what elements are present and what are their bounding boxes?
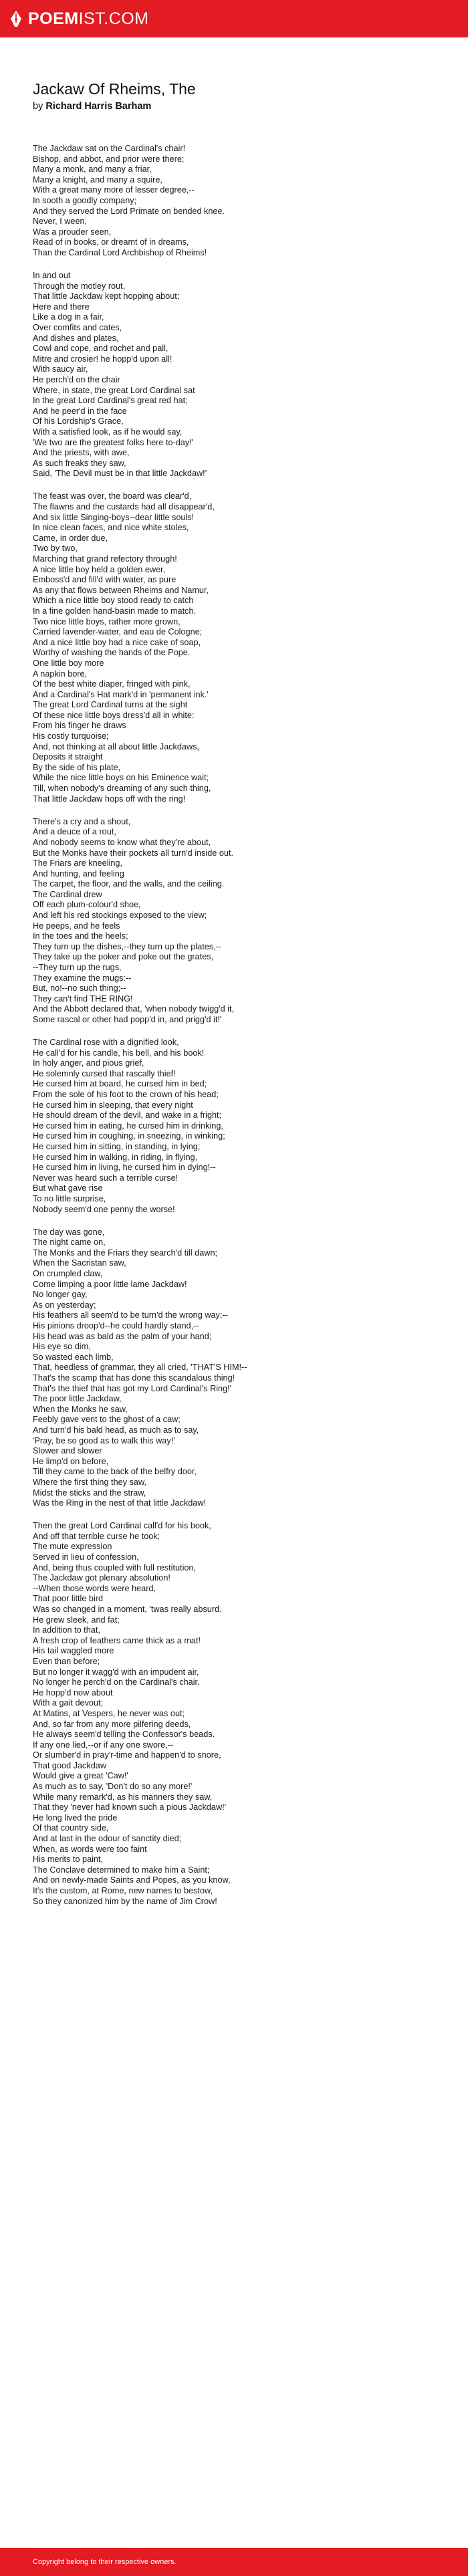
site-logo[interactable] <box>9 0 149 37</box>
poem-line: Many a monk, and many a friar, <box>33 164 152 174</box>
poem-line: And a deuce of a rout, <box>33 827 116 837</box>
poem-line: Deposits it straight <box>33 752 103 762</box>
poem-line: It's the custom, at Rome, new names to bestow, <box>33 1886 213 1895</box>
poem-line: He cursed him in eating, he cursed him in drinking, <box>33 1121 223 1131</box>
poem-line: At Matins, at Vespers, he never was out; <box>33 1708 185 1718</box>
poem-line: His tail waggled more <box>33 1646 114 1656</box>
poem-line: As any that flows between Rheims and Namur, <box>33 585 209 595</box>
poem-line: The feast was over, the board was clear'd, <box>33 491 192 501</box>
poem-line: Over comfits and cates, <box>33 323 122 332</box>
poem-line: Through the motley rout, <box>33 281 126 291</box>
poem-line: They turn up the dishes,--they turn up the plates,-- <box>33 941 222 951</box>
poem-line: 'We two are the greatest folks here to-day!' <box>33 437 194 447</box>
poem-line: Carried lavender-water, and eau de Cologne; <box>33 627 203 637</box>
poem-line: And he peer'd in the face <box>33 406 127 416</box>
poem-line: He long lived the pride <box>33 1812 118 1823</box>
poem-line: And the priests, with awe, <box>33 448 130 458</box>
poem-line: But what gave rise <box>33 1183 103 1193</box>
poem-line: Then the great Lord Cardinal call'd for his book, <box>33 1521 211 1531</box>
poem-line: From the sole of his foot to the crown of his head; <box>33 1090 219 1100</box>
poem-line: Come limping a poor little lame Jackdaw! <box>33 1279 187 1289</box>
poem-line: In the great Lord Cardinal's great red hat; <box>33 396 188 406</box>
logo-wordmark-bold: POEM <box>28 9 79 28</box>
poem-line: While many remark'd, as his manners they saw, <box>33 1792 213 1802</box>
poem-line: And at last in the odour of sanctity died; <box>33 1834 182 1844</box>
poem-line: That little Jackdaw hops off with the ring! <box>33 794 186 804</box>
poem-line: He solemnly cursed that rascally thief! <box>33 1068 176 1078</box>
poem-line: As on yesterday; <box>33 1300 96 1310</box>
poem-line: No longer he perch'd on the Cardinal's chair. <box>33 1677 200 1687</box>
poem-line: Bishop, and abbot, and prior were there; <box>33 154 185 164</box>
poem-line: In and out <box>33 271 71 281</box>
poem-line: In the toes and the heels; <box>33 931 128 941</box>
poem-line: When, as words were too faint <box>33 1844 147 1854</box>
poem-line: Two by two, <box>33 544 78 554</box>
poem-line: Even than before; <box>33 1656 100 1666</box>
poem-line: The carpet, the floor, and the walls, and the ceiling. <box>33 879 225 889</box>
poem-line: But the Monks have their pockets all turn'd inside out. <box>33 848 234 858</box>
stanza <box>33 1038 447 1215</box>
poem-line: That's the scamp that has done this scandalous thing! <box>33 1373 235 1383</box>
poem-line: The Cardinal rose with a dignified look, <box>33 1038 179 1048</box>
poem-line: In addition to that, <box>33 1625 100 1635</box>
poem-line: Was a prouder seen, <box>33 227 112 237</box>
poem-line: If any one lied,--or if any one swore,-- <box>33 1740 174 1750</box>
poem-line: Of the best white diaper, fringed with pink, <box>33 679 191 689</box>
poem-line: And a Cardinal's Hat mark'd in 'permanent ink.' <box>33 689 209 699</box>
poem-line: Never, I ween, <box>33 217 88 227</box>
poem-line: While the nice little boys on his Eminence wait; <box>33 773 209 783</box>
poem-line: By the side of his plate, <box>33 762 121 772</box>
author-name[interactable]: Richard Harris Barham <box>45 101 152 112</box>
poem-line: Marching that grand refectory through! <box>33 554 177 564</box>
poem-line: Would give a great 'Caw!' <box>33 1771 128 1781</box>
poem-line: In sooth a goodly company; <box>33 195 137 205</box>
poem-line: Here and there <box>33 302 90 312</box>
poem-title: Jackaw Of Rheims, The <box>33 80 196 98</box>
poem-line: In nice clean faces, and nice white stoles, <box>33 523 189 533</box>
poem-line: A napkin bore, <box>33 669 88 679</box>
poem-line: Two nice little boys, rather more grown, <box>33 616 181 626</box>
poem-line: To no little surprise, <box>33 1194 106 1203</box>
poem-line: They take up the poker and poke out the grates, <box>33 952 214 962</box>
poem-line: He perch'd on the chair <box>33 374 120 384</box>
poem-line: Feebly gave vent to the ghost of a caw; <box>33 1415 181 1425</box>
poem-line: The night came on, <box>33 1238 106 1248</box>
copyright-notice: Copyright belong to their respective owners. <box>33 2558 177 2566</box>
poem-line: They can't find THE RING! <box>33 993 133 1004</box>
poem-line: From his finger he draws <box>33 721 126 731</box>
poem-line: But no longer it wagg'd with an impudent air, <box>33 1667 199 1677</box>
poem-line: His pinions droop'd--he could hardly stand,-- <box>33 1321 199 1331</box>
poem-line: That, heedless of grammar, they all cried, 'THAT'S HIM!-- <box>33 1363 247 1373</box>
poem-line: His costly turquoise; <box>33 731 109 741</box>
poem-article <box>33 79 447 1919</box>
poem-line: Which a nice little boy stood ready to catch <box>33 596 194 606</box>
poem-line: And turn'd his bald head, as much as to say, <box>33 1425 199 1435</box>
poem-line: Read of in books, or dreamt of in dreams, <box>33 237 189 247</box>
poem-line: Of that country side, <box>33 1823 109 1833</box>
byline <box>33 100 447 113</box>
poem-line: When the Monks he saw, <box>33 1404 128 1414</box>
poem-line: That poor little bird <box>33 1594 104 1604</box>
poem-line: There's a cry and a shout, <box>33 816 131 826</box>
poem-line: --They turn up the rugs, <box>33 963 122 973</box>
poem-line: The day was gone, <box>33 1227 105 1237</box>
poem-line: He limp'd on before, <box>33 1456 109 1466</box>
poem-line: He cursed him in walking, in riding, in flying, <box>33 1152 198 1162</box>
poem-line: And on newly-made Saints and Popes, as you know, <box>33 1875 231 1885</box>
poem-line: The Cardinal drew <box>33 889 102 899</box>
poem-line: He always seem'd telling the Confessor's beads. <box>33 1730 215 1740</box>
poem-line: So they canonized him by the name of Jim Crow! <box>33 1896 217 1906</box>
poem-line: Till they came to the back of the belfry door, <box>33 1467 197 1477</box>
stanza <box>33 817 447 1026</box>
poem-line: Like a dog in a fair, <box>33 312 104 322</box>
poem-line: The mute expression <box>33 1542 112 1552</box>
poem-line: Cowl and cope, and rochet and pall, <box>33 344 168 354</box>
poem-line: And off that terrible curse he took; <box>33 1531 160 1541</box>
poem-line: The Friars are kneeling, <box>33 858 122 868</box>
poem-line: He cursed him in living, he cursed him in dying!-- <box>33 1163 216 1173</box>
poem-line: He peeps, and he feels <box>33 921 120 931</box>
poem-line: And, not thinking at all about little Jackdaws, <box>33 741 199 751</box>
poem-line: As much as to say, 'Don't do so any more!' <box>33 1782 193 1792</box>
poem-line: The Jackdaw sat on the Cardinal's chair! <box>33 144 186 153</box>
poem-line: With a great many more of lesser degree,-- <box>33 185 195 195</box>
poem-line: Of his Lordship's Grace, <box>33 417 124 427</box>
poem-line: His feathers all seem'd to be turn'd the wrong way;-- <box>33 1310 228 1320</box>
poem-line: His eye so dim, <box>33 1342 91 1352</box>
poem-line: Midst the sticks and the straw, <box>33 1488 146 1498</box>
poem-line: That good Jackdaw <box>33 1760 107 1770</box>
poem-line: And six little Singing-boys--dear little souls! <box>33 512 195 522</box>
poem-line: And they served the Lord Primate on bended knee. <box>33 206 225 216</box>
poem-line: The Conclave determined to make him a Saint; <box>33 1865 210 1875</box>
poem-line: --When those words were heard, <box>33 1583 156 1593</box>
poem-line: Where the first thing they saw, <box>33 1477 146 1487</box>
poem-line: Some rascal or other had popp'd in, and prigg'd it!' <box>33 1015 222 1024</box>
poem-line: So wasted each limb, <box>33 1352 114 1362</box>
logo-wordmark-light: IST.COM <box>78 9 149 28</box>
poem-line: But, no!--no such thing;-- <box>33 983 126 993</box>
poem-line: Nobody seem'd one penny the worse! <box>33 1204 175 1214</box>
poem-line: Where, in state, the great Lord Cardinal sat <box>33 385 195 395</box>
footer-bar <box>0 2548 468 2576</box>
poem-line: The Jackdaw got plenary absolution! <box>33 1573 170 1583</box>
poem-line: He cursed him in sleeping, that every night <box>33 1100 193 1110</box>
poem-line: Worthy of washing the hands of the Pope. <box>33 648 191 658</box>
poem-line: And dishes and plates, <box>33 333 119 343</box>
poem-line: The Monks and the Friars they search'd till dawn; <box>33 1248 218 1258</box>
poem-line: A fresh crop of feathers came thick as a mat! <box>33 1635 201 1645</box>
poem-line: The flawns and the custards had all disappear'd, <box>33 502 215 511</box>
poem-line: That little Jackdaw kept hopping about; <box>33 291 180 302</box>
poem-line: With saucy air, <box>33 364 88 374</box>
poem-line: And left his red stockings exposed to the view; <box>33 911 207 921</box>
poem-line: Said, 'The Devil must be in that little Jackdaw!' <box>33 469 207 479</box>
top-bar <box>0 0 468 37</box>
poem-line: And the Abbott declared that, 'when nobody twigg'd it, <box>33 1004 235 1014</box>
logo-wordmark <box>28 0 149 37</box>
stanza <box>33 1227 447 1509</box>
poem-line: Slower and slower <box>33 1446 102 1456</box>
poem-line: Emboss'd and fill'd with water, as pure <box>33 575 177 585</box>
poem-line: His head was as bald as the palm of your hand; <box>33 1331 212 1341</box>
poem-line: He cursed him in sitting, in standing, in lying; <box>33 1142 201 1152</box>
poem-line: One little boy more <box>33 658 104 668</box>
poem-line: As such freaks they saw, <box>33 458 126 468</box>
poem-line: 'Pray, be so good as to walk this way!' <box>33 1435 175 1445</box>
poem-line: With a satisfied look, as if he would say, <box>33 427 183 437</box>
poem-line: He should dream of the devil, and wake in a fright; <box>33 1110 222 1121</box>
poem-line: No longer gay, <box>33 1290 88 1300</box>
poem-line: Was so changed in a moment, 'twas really absurd. <box>33 1604 222 1614</box>
poem-body <box>33 144 447 1907</box>
poem-line: He hopp'd now about <box>33 1687 113 1697</box>
poem-line: And a nice little boy had a nice cake of soap, <box>33 637 201 647</box>
poem-line: And, so far from any more pilfering deeds, <box>33 1719 191 1729</box>
poem-line: Off each plum-colour'd shoe, <box>33 900 141 910</box>
poem-line: Or slumber'd in pray'r-time and happen'd to snore, <box>33 1750 221 1760</box>
poem-line: In a fine golden hand-basin made to match. <box>33 606 197 616</box>
poem-line: A nice little boy held a golden ewer, <box>33 564 166 574</box>
poem-line: When the Sacristan saw, <box>33 1258 126 1268</box>
stanza <box>33 144 447 259</box>
poem-line: Came, in order due, <box>33 533 108 543</box>
quill-nib-icon <box>9 10 23 27</box>
poem-line: They examine the mugs:-- <box>33 973 132 983</box>
poem-line: He cursed him in coughing, in sneezing, in winking; <box>33 1131 225 1141</box>
poem-line: On crumpled claw, <box>33 1269 103 1279</box>
poem-line: With a gait devout; <box>33 1698 104 1708</box>
poem-line: The poor little Jackdaw, <box>33 1394 122 1404</box>
poem-line: He grew sleek, and fat; <box>33 1615 120 1625</box>
poem-line: His merits to paint, <box>33 1855 104 1865</box>
poem-line: Many a knight, and many a squire, <box>33 174 162 185</box>
poem-line: And hunting, and feeling <box>33 868 124 879</box>
by-label: by <box>33 101 43 112</box>
poem-line: Till, when nobody's dreaming of any such thing, <box>33 784 211 794</box>
stanza <box>33 491 447 804</box>
poem-line: The great Lord Cardinal turns at the sight <box>33 700 188 710</box>
stanza <box>33 271 447 479</box>
poem-line: And, being thus coupled with full restitution, <box>33 1562 197 1572</box>
poem-line: Than the Cardinal Lord Archbishop of Rheims! <box>33 247 207 257</box>
poem-line: Served in lieu of confession, <box>33 1552 139 1562</box>
poem-line: Of these nice little boys dress'd all in white: <box>33 710 195 720</box>
poem-line: Never was heard such a terrible curse! <box>33 1173 179 1183</box>
poem-line: In holy anger, and pious grief, <box>33 1058 144 1068</box>
poem-line: He cursed him at board, he cursed him in bed; <box>33 1079 207 1089</box>
poem-line: He call'd for his candle, his bell, and his book! <box>33 1048 205 1058</box>
stanza <box>33 1521 447 1907</box>
poem-line: Was the Ring in the nest of that little Jackdaw! <box>33 1498 207 1508</box>
poem-line: That's the thief that has got my Lord Cardinal's Ring!' <box>33 1383 232 1393</box>
poem-line: That they 'never had known such a pious Jackdaw!' <box>33 1802 227 1812</box>
poem-line: And nobody seems to know what they're about, <box>33 837 211 847</box>
poem-line: Mitre and crosier! he hopp'd upon all! <box>33 354 172 364</box>
